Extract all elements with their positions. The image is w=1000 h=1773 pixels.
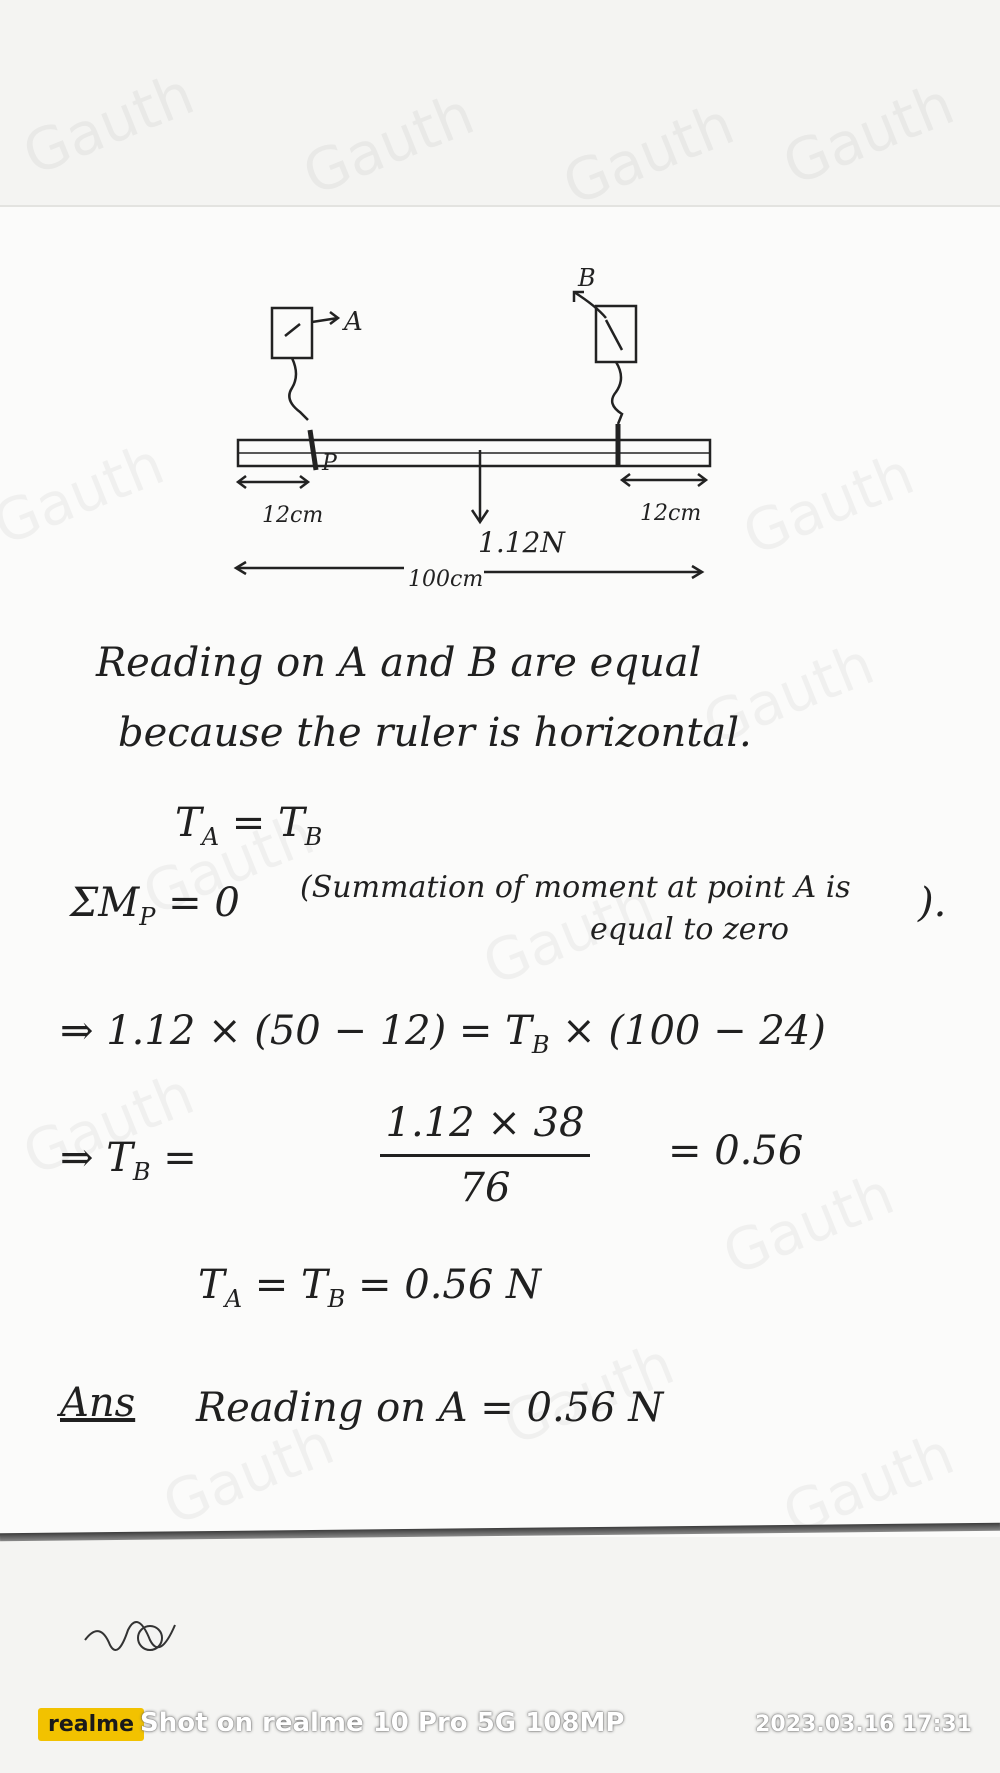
eq2-sub: B xyxy=(531,1031,550,1059)
force-label: 1.12N xyxy=(478,526,565,559)
label-a: A xyxy=(344,307,363,337)
eq3-sub: B xyxy=(132,1158,151,1186)
moment-lhs: ΣM xyxy=(70,880,140,926)
length-label: 100cm xyxy=(408,567,484,592)
camera-footer xyxy=(0,1700,1000,1752)
dist-left-label: 12cm xyxy=(262,503,324,528)
label-p: P xyxy=(322,451,337,476)
eq2-main: ⇒ 1.12 × (50 − 12) = T xyxy=(60,1008,532,1054)
eq1-sub-b: B xyxy=(304,823,323,851)
equation-tb-result: = 0.56 xyxy=(668,1128,804,1174)
shot-on-text: Shot on realme 10 Pro 5G 108MP xyxy=(140,1708,625,1738)
moment-note-2: equal to zero xyxy=(590,912,789,947)
equation-final xyxy=(198,1262,541,1313)
eq1-sub-a: A xyxy=(201,823,220,851)
brand-badge: realme xyxy=(38,1708,144,1741)
timestamp: 2023.03.16 17:31 xyxy=(755,1712,972,1737)
fraction-denominator: 76 xyxy=(459,1165,511,1211)
moment-sub: P xyxy=(139,903,156,931)
moment-equation xyxy=(70,880,240,931)
explanation-line-1: Reading on A and B are equal xyxy=(96,640,702,686)
equation-tb-prefix xyxy=(60,1135,197,1186)
signature-scribble xyxy=(80,1600,190,1670)
ruler-diagram xyxy=(0,0,1000,600)
moment-note-1: (Summation of moment at point A is xyxy=(300,870,851,905)
answer-label: Ans xyxy=(60,1380,136,1426)
eq3-eq: = xyxy=(150,1135,197,1181)
eq4-t: T xyxy=(198,1262,225,1308)
eq1-rest: = T xyxy=(219,800,305,846)
eq3-prefix: ⇒ T xyxy=(60,1135,133,1181)
eq2-end: × (100 − 24) xyxy=(549,1008,826,1054)
eq4-sub-a: A xyxy=(224,1285,243,1313)
fraction xyxy=(380,1100,590,1211)
balance-a-box xyxy=(272,308,312,358)
answer-text: Reading on A = 0.56 N xyxy=(196,1385,664,1431)
dist-right-label: 12cm xyxy=(640,501,702,526)
eq4-mid: = T xyxy=(242,1262,328,1308)
fraction-bar xyxy=(380,1154,590,1157)
explanation-line-2: because the ruler is horizontal. xyxy=(118,710,752,756)
moment-rhs: = 0 xyxy=(155,880,240,926)
eq1-t: T xyxy=(175,800,202,846)
equation-balance xyxy=(60,1008,826,1059)
equation-ta-tb xyxy=(175,800,322,851)
eq4-end: = 0.56 N xyxy=(345,1262,542,1308)
label-b: B xyxy=(578,264,596,292)
moment-close: ). xyxy=(918,880,947,926)
fraction-numerator: 1.12 × 38 xyxy=(385,1100,585,1146)
eq4-sub-b: B xyxy=(327,1285,346,1313)
